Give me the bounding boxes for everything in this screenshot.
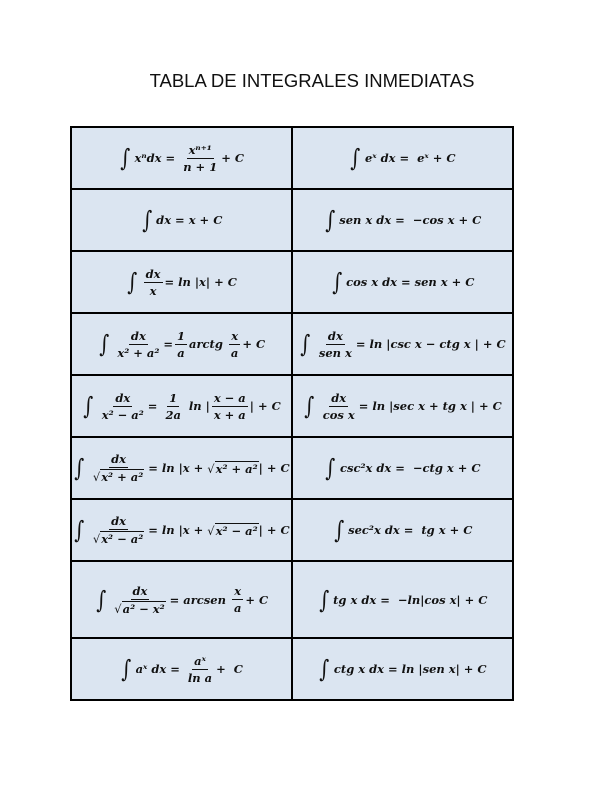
formula-text: + C [216, 662, 243, 676]
radicand: x² − a² [215, 523, 258, 538]
integral-sign-icon: ∫ [99, 330, 110, 358]
formula-text: tg x dx = −ln|cos x| + C [333, 592, 488, 607]
formula-cell [292, 437, 513, 499]
formula-text: x − a [213, 390, 246, 405]
denominator [317, 345, 354, 360]
formula-text: xⁿdx = [134, 151, 180, 165]
formula-text: = ln |x + [148, 523, 208, 537]
numerator [212, 391, 248, 407]
formula-text: = ln |sec x + tg x | + C [358, 399, 502, 413]
square-root [207, 461, 258, 476]
formula-text: csc²x dx = −ctg x + C [339, 461, 481, 475]
table-row [71, 561, 513, 638]
integral-formula [318, 655, 486, 683]
square-root [93, 469, 144, 484]
integral-sign-icon: ∫ [96, 585, 107, 614]
denominator [212, 407, 248, 422]
table-row [71, 375, 513, 437]
numerator [232, 584, 243, 600]
formula-text: = ln |x| + C [164, 275, 237, 289]
formula-text: eˣ dx = eˣ + C [364, 151, 456, 165]
fraction [212, 391, 248, 422]
fraction [91, 452, 146, 484]
fraction [100, 391, 146, 422]
formula-cell [71, 251, 292, 313]
integral-formula [98, 329, 265, 360]
radical-icon: √ [114, 601, 122, 616]
radicand: x² + a² [215, 461, 258, 476]
formula-cell [292, 189, 513, 251]
integral-sign-icon: ∫ [127, 268, 138, 296]
numerator [175, 329, 187, 345]
integral-sign-icon: ∫ [318, 585, 329, 614]
formula-text: arctg [189, 337, 227, 351]
integral-sign-icon: ∫ [300, 330, 311, 358]
formula-text: dx [111, 452, 126, 466]
formula-text: dx = x + C [156, 213, 223, 227]
table-row [71, 437, 513, 499]
formula-text: + C [221, 151, 244, 165]
formula-text: = [163, 337, 174, 351]
denominator [91, 530, 146, 546]
table-row [71, 127, 513, 189]
numerator [187, 143, 214, 159]
radicand: x² + a² [101, 470, 144, 484]
integral-formula [126, 267, 237, 298]
formula-text: xⁿ⁺¹ [188, 142, 212, 157]
radicand: x² − a² [101, 532, 144, 546]
fraction [181, 143, 219, 174]
formula-text: a [230, 345, 239, 360]
formula-text: = ln |csc x − ctg x | + C [355, 337, 506, 351]
fraction [115, 329, 161, 360]
integral-formula [333, 516, 473, 544]
formula-cell [292, 251, 513, 313]
denominator [163, 407, 182, 422]
denominator [175, 345, 186, 360]
numerator [326, 329, 345, 345]
page-title: TABLA DE INTEGRALES INMEDIATAS [149, 70, 475, 91]
numerator [167, 391, 179, 407]
integral-sign-icon: ∫ [74, 454, 85, 482]
denominator [112, 600, 167, 616]
fraction [186, 654, 214, 685]
integral-sign-icon: ∫ [333, 516, 344, 544]
formula-text: aˣ [194, 653, 206, 668]
fraction [317, 329, 354, 360]
integral-sign-icon: ∫ [141, 206, 152, 234]
formula-text: x² − a² [101, 407, 144, 422]
table-row [71, 251, 513, 313]
square-root [93, 531, 144, 546]
formula-text: ctg x dx = ln |sen x| + C [333, 662, 487, 676]
integral-sign-icon: ∫ [331, 268, 342, 296]
denominator [229, 345, 240, 360]
denominator [181, 159, 219, 174]
formula-cell [71, 561, 292, 638]
integral-formula [141, 206, 223, 234]
formula-text: dx [331, 390, 347, 405]
numerator [229, 329, 240, 345]
formula-text: + C [242, 337, 266, 351]
formula-text: cos x dx = sen x + C [346, 275, 475, 289]
formula-cell [71, 375, 292, 437]
radical-icon: √ [207, 461, 215, 476]
numerator [109, 452, 128, 468]
formula-text: dx [132, 583, 148, 598]
formula-cell [292, 313, 513, 375]
denominator [186, 670, 214, 685]
integral-formula [73, 452, 289, 484]
fraction [163, 391, 182, 422]
integral-formula [119, 143, 244, 174]
integral-formula [303, 391, 502, 422]
integral-formula [318, 586, 488, 614]
integral-formula [299, 329, 505, 360]
formula-text: 2a [165, 407, 181, 422]
fraction [321, 391, 357, 422]
formula-text: = ln |x + [148, 461, 208, 475]
formula-text: x [234, 584, 242, 598]
integral-formula [82, 391, 281, 422]
formula-cell [71, 638, 292, 700]
formula-text: | + C [258, 461, 290, 475]
integral-formula [349, 144, 455, 172]
integral-formula [73, 514, 289, 546]
radicand: a² − x² [122, 601, 165, 616]
table-row [71, 189, 513, 251]
integral-formula [120, 654, 243, 685]
integral-sign-icon: ∫ [319, 655, 330, 683]
formula-cell [71, 189, 292, 251]
formula-text: 1 [177, 328, 186, 343]
numerator [192, 654, 208, 670]
integral-formula [95, 584, 268, 616]
formula-cell [292, 375, 513, 437]
integral-sign-icon: ∫ [325, 454, 336, 482]
formula-text: x² + a² [117, 345, 160, 360]
numerator [129, 329, 148, 345]
formula-text: x [149, 283, 157, 298]
formula-text: dx [327, 328, 343, 343]
fraction [175, 329, 187, 360]
radical-icon: √ [92, 470, 101, 484]
formula-text: x [231, 328, 239, 343]
table-row [71, 638, 513, 700]
denominator [91, 468, 146, 484]
denominator [232, 600, 243, 615]
formula-text: 1 [169, 390, 178, 405]
denominator [148, 283, 159, 298]
formula-text: = [147, 399, 162, 413]
numerator [144, 267, 163, 283]
integral-formula [324, 206, 482, 234]
table-row [71, 499, 513, 561]
formula-cell [292, 638, 513, 700]
fraction [229, 329, 240, 360]
numerator [329, 391, 348, 407]
formula-text: | + C [258, 523, 290, 537]
formula-text: sec²x dx = tg x + C [348, 523, 473, 537]
integral-sign-icon: ∫ [120, 144, 131, 172]
formula-text: n + 1 [183, 159, 218, 174]
fraction [91, 514, 146, 546]
fraction [112, 584, 167, 616]
integral-formula [324, 454, 480, 482]
formula-text: aˣ dx = [135, 662, 184, 676]
formula-text: dx [111, 514, 126, 528]
formula-cell [292, 499, 513, 561]
formula-cell [292, 127, 513, 189]
denominator [321, 407, 357, 422]
formula-text: + C [245, 592, 269, 607]
formula-cell [71, 499, 292, 561]
formula-cell [71, 313, 292, 375]
integrals-table [70, 126, 514, 701]
formula-text: dx [145, 266, 161, 281]
formula-cell [71, 127, 292, 189]
integral-sign-icon: ∫ [83, 392, 94, 420]
formula-text: dx [115, 390, 131, 405]
formula-text: = arcsen [169, 592, 230, 607]
table-row [71, 313, 513, 375]
radical-icon: √ [207, 523, 215, 538]
formula-cell [292, 561, 513, 638]
formula-text: a [233, 601, 242, 615]
formula-text: x + a [213, 407, 246, 422]
numerator [131, 584, 150, 600]
square-root [114, 601, 165, 616]
numerator [109, 514, 128, 530]
formula-text: dx [130, 328, 146, 343]
formula-text: cos x [322, 407, 355, 422]
integral-sign-icon: ∫ [304, 392, 315, 420]
radical-icon: √ [92, 532, 101, 546]
fraction [144, 267, 163, 298]
square-root [207, 523, 258, 538]
formula-text: | + C [249, 399, 281, 413]
denominator [115, 345, 161, 360]
formula-text: ln a [187, 670, 213, 685]
fraction [232, 584, 243, 615]
integral-sign-icon: ∫ [324, 206, 335, 234]
formula-text: ln | [184, 399, 210, 413]
integral-sign-icon: ∫ [74, 516, 85, 544]
formula-cell [71, 437, 292, 499]
integral-formula [331, 268, 475, 296]
numerator [113, 391, 132, 407]
integral-sign-icon: ∫ [350, 144, 361, 172]
formula-text: sen x dx = −cos x + C [339, 213, 482, 227]
formula-text: a [177, 345, 185, 360]
denominator [100, 407, 146, 422]
integral-sign-icon: ∫ [121, 655, 132, 683]
formula-text: sen x [318, 345, 352, 360]
